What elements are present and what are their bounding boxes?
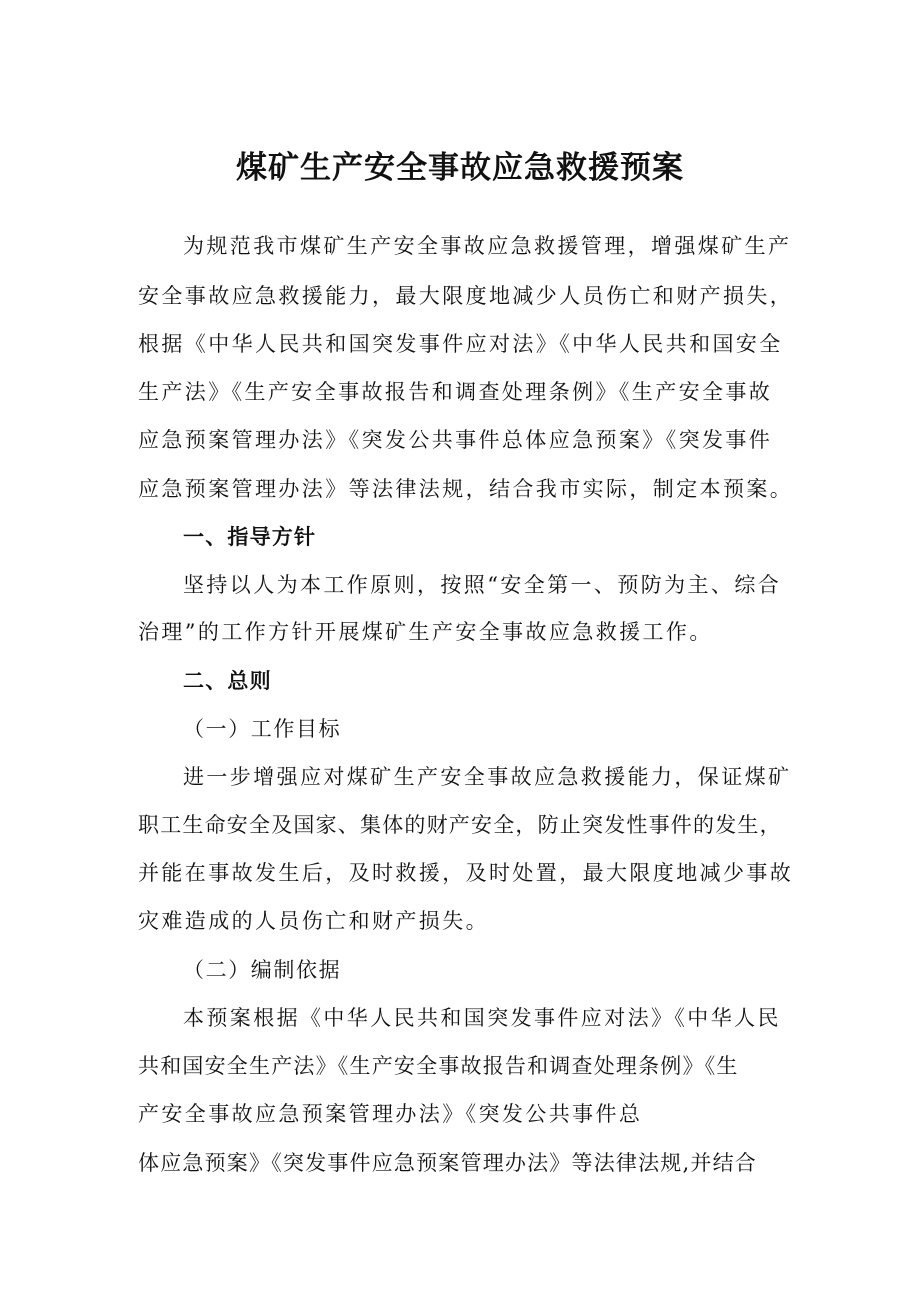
intro-line-2: 安全事故应急救援能力，最大限度地减少人员伤亡和财产损失，	[138, 284, 794, 308]
section-2-sub-1-line-2: 职工生命安全及国家、集体的财产安全，防止突发性事件的发生，	[138, 813, 782, 837]
section-2-sub-2-line-1: 本预案根据《中华人民共和国突发事件应对法》《中华人民	[183, 1006, 781, 1030]
intro-line-6: 应急预案管理办法》等法律法规，结合我市实际，制定本预案。	[138, 477, 794, 501]
section-1-heading: 一、指导方针	[183, 525, 317, 549]
section-2-sub-1-line-3: 并能在事故发生后，及时救援，及时处置，最大限度地减少事故	[138, 861, 794, 885]
section-2-sub-2-line-3: 产安全事故应急预案管理办法》《突发公共事件总	[138, 1102, 643, 1126]
intro-line-4: 生产法》《生产安全事故报告和调查处理条例》《生产安全事故	[138, 380, 773, 404]
section-1-line-2: 治理”的工作方针开展煤矿生产安全事故应急救援工作。	[138, 620, 713, 644]
intro-line-3: 根据《中华人民共和国突发事件应对法》《中华人民共和国安全	[138, 332, 783, 356]
section-2-sub-1-line-4: 灾难造成的人员伤亡和财产损失。	[138, 909, 489, 933]
section-2-sub-2-heading: （二）编制依据	[183, 958, 342, 982]
document-title: 煤矿生产安全事故应急救援预案	[236, 150, 684, 186]
section-1-line-1: 坚持以人为本工作原则，按照“安全第一、预防为主、综合	[183, 573, 782, 597]
section-2-sub-2-line-4: 体应急预案》《突发事件应急预案管理办法》等法律法规,并结合	[138, 1151, 757, 1175]
intro-line-1: 为规范我市煤矿生产安全事故应急救援管理，增强煤矿生产	[183, 234, 792, 258]
section-2-sub-2-line-2: 共和国安全生产法》《生产安全事故报告和调查处理条例》《生	[138, 1054, 739, 1078]
intro-line-5: 应急预案管理办法》《突发公共事件总体应急预案》《突发事件	[138, 428, 773, 452]
section-2-sub-1-line-1: 进一步增强应对煤矿生产安全事故应急救援能力，保证煤矿	[183, 765, 792, 789]
section-2-sub-1-heading: （一）工作目标	[183, 717, 342, 741]
section-2-heading: 二、总则	[183, 669, 272, 693]
